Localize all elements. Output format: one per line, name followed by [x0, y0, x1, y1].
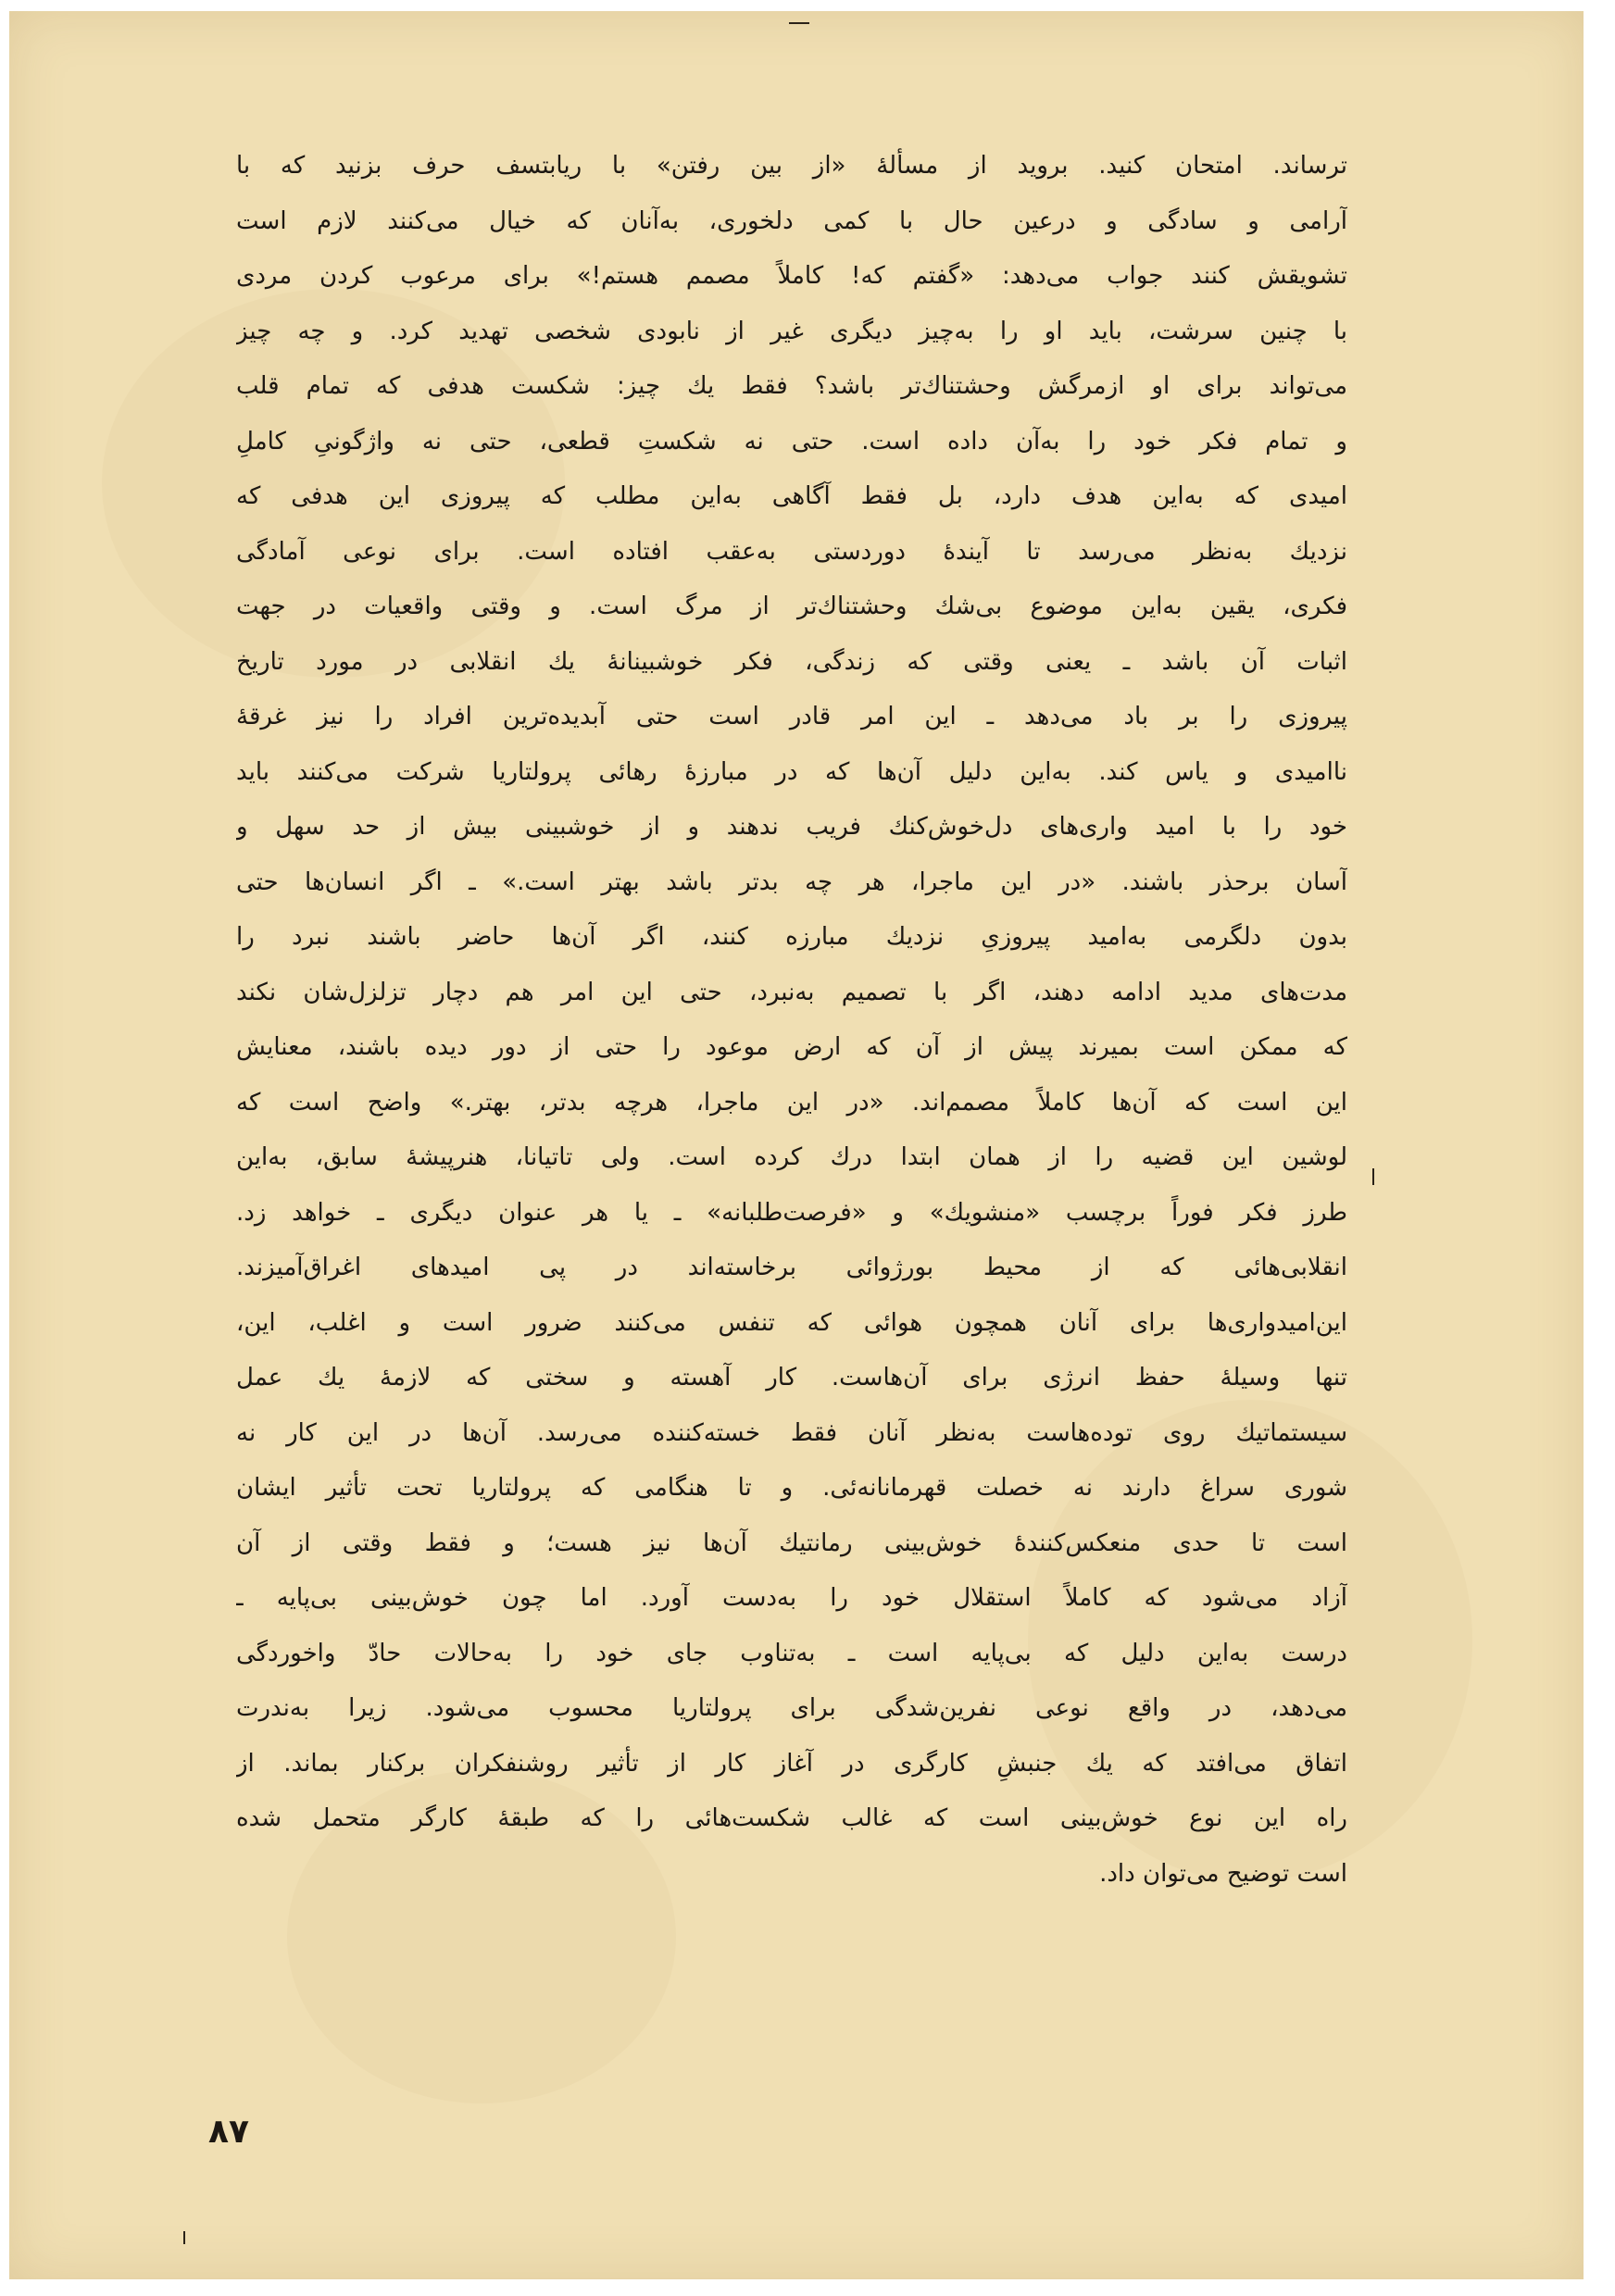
page-number: ۸۷	[208, 2113, 249, 2151]
text-line: فکری، یقین به‌این موضوع بی‌شك وحشتناك‌تر از مرگ است. و وقتی واقعیات در جهت	[236, 593, 1347, 620]
text-line: سیستماتیك روی توده‌هاست به‌نظر آنان فقط خسته‌کننده می‌رسد. آن‌ها در این کار نه	[236, 1418, 1347, 1447]
text-line: نزدیك به‌نظر می‌رسد تا آیندهٔ دوردستی به‌عقب افتاده است. برای نوعی آمادگی	[236, 537, 1347, 566]
text-line: است تا حدی منعکس‌کنندهٔ خوش‌بینی رمانتیك آن‌ها نیز هست؛ و فقط وقتی از آن	[236, 1529, 1347, 1557]
text-line: ناامیدی و یاس کند. به‌این دلیل آن‌ها که در مبارزهٔ رهائی پرولتاریا شرکت می‌کنند باید	[236, 757, 1347, 786]
text-line: تنها وسیلهٔ حفظ انرژی برای آن‌هاست. کار آهسته و سختی که لازمهٔ یك عمل	[236, 1364, 1347, 1391]
text-line: طرز فکر فوراً برچسب «منشویك» و «فرصت‌طلبانه» ـ یا هر عنوان دیگری ـ خواهد زد.	[236, 1198, 1347, 1227]
ink-mark	[789, 22, 809, 24]
text-line: و تمام فکر خود را به‌آن داده است. حتی نه شکستِ قطعی، حتی نه واژگونیِ کاملِ	[236, 427, 1347, 455]
ink-mark	[183, 2231, 185, 2244]
text-line: با چنین سرشت، باید او را به‌چیز دیگری غیر از نابودی شخصی تهدید کرد. و چه چیز	[236, 317, 1347, 345]
text-line: که ممکن است بمیرند پیش از آن که ارض موعود را حتی از دور دیده باشند، معنایش	[236, 1033, 1347, 1061]
text-line: این است که آن‌ها کاملاً مصمم‌اند. «در این ماجرا، هرچه بدتر، بهتر.» واضح است که	[236, 1088, 1347, 1117]
text-line: امیدی که به‌این هدف دارد، بل فقط آگاهی به‌این مطلب که پیروزی این هدفی که	[236, 482, 1347, 510]
text-line: این‌امیدواری‌ها برای آنان همچون هوائی که تنفس می‌کنند ضرور است و اغلب، این،	[236, 1308, 1347, 1337]
text-line: اتفاق می‌افتد که یك جنبشِ کارگری در آغاز کار از تأثیر روشنفکران برکنار بماند. از	[236, 1749, 1347, 1778]
text-line: تشویقش کنند جواب می‌دهد: «گفتم که! کاملاً مصمم هستم!» برای مرعوب کردن مردی	[236, 262, 1347, 290]
text-line: پیروزی را بر باد می‌دهد ـ این امر قادر است حتی آبدیده‌ترین افراد را نیز غرقهٔ	[236, 703, 1347, 730]
text-line: اثبات آن باشد ـ یعنی وقتی که زندگی، فکر خوشبینانهٔ یك انقلابی در مورد تاریخ	[236, 647, 1347, 676]
text-line: انقلابی‌هائی که از محیط بورژوائی برخاسته‌اند در پی امیدهای اغراق‌آمیزند.	[236, 1254, 1347, 1281]
ink-mark	[1372, 1168, 1374, 1185]
text-line: خود را با امید واری‌های دل‌خوش‌کنك فریب ندهند و از خوشبینی بیش از حد سهل و	[236, 813, 1347, 841]
text-line: آرامی و سادگی و درعین حال با کمی دلخوری، به‌آنان که خیال می‌کنند لازم است	[236, 206, 1347, 235]
text-line: آسان برحذر باشند. «در این ماجرا، هر چه بدتر باشد بهتر است.» ـ اگر انسان‌ها حتی	[236, 867, 1347, 896]
text-line: مدت‌های مدید ادامه دهند، اگر با تصمیم به‌نبرد، حتی این امر هم دچار تزلزل‌شان نکند	[236, 978, 1347, 1006]
text-line: می‌دهد، در واقع نوعی نفرین‌شدگی برای پرولتاریا محسوب می‌شود. زیرا به‌ندرت	[236, 1694, 1347, 1722]
text-line: است توضیح می‌توان داد.	[1099, 1859, 1347, 1888]
text-line: می‌تواند برای او ازمرگش وحشتناك‌تر باشد؟ فقط یك چیز: شکست هدفی که تمام قلب	[236, 372, 1347, 400]
text-line: ترساند. امتحان کنید. بروید از مسألهٔ «از بین رفتن» با ریابتسف حرف بزنید که با	[236, 152, 1347, 180]
text-line: راه این نوع خوش‌بینی است که غالب شکست‌هائی را که طبقهٔ کارگر متحمل شده	[236, 1804, 1347, 1832]
text-line: لوشین این قضیه را از همان ابتدا درك کرده است. ولی تاتیانا، هنرپیشهٔ سابق، به‌این	[236, 1143, 1347, 1171]
text-line: آزاد می‌شود که کاملاً استقلال خود را به‌دست آورد. اما چون خوش‌بینی بی‌پایه ـ	[236, 1584, 1347, 1612]
text-line: درست به‌این دلیل که بی‌پایه است ـ به‌تناوب جای خود را به‌حالات حادّ واخوردگی	[236, 1639, 1347, 1667]
text-line: بدون دلگرمی به‌امید پیروزیِ نزدیك مبارزه کنند، اگر آن‌ها حاضر باشند نبرد را	[236, 923, 1347, 951]
text-line: شوری سراغ دارند نه خصلت قهرمانانه‌ئی. و تا هنگامی که پرولتاریا تحت تأثیر ایشان	[236, 1474, 1347, 1502]
body-text	[236, 139, 1347, 1902]
